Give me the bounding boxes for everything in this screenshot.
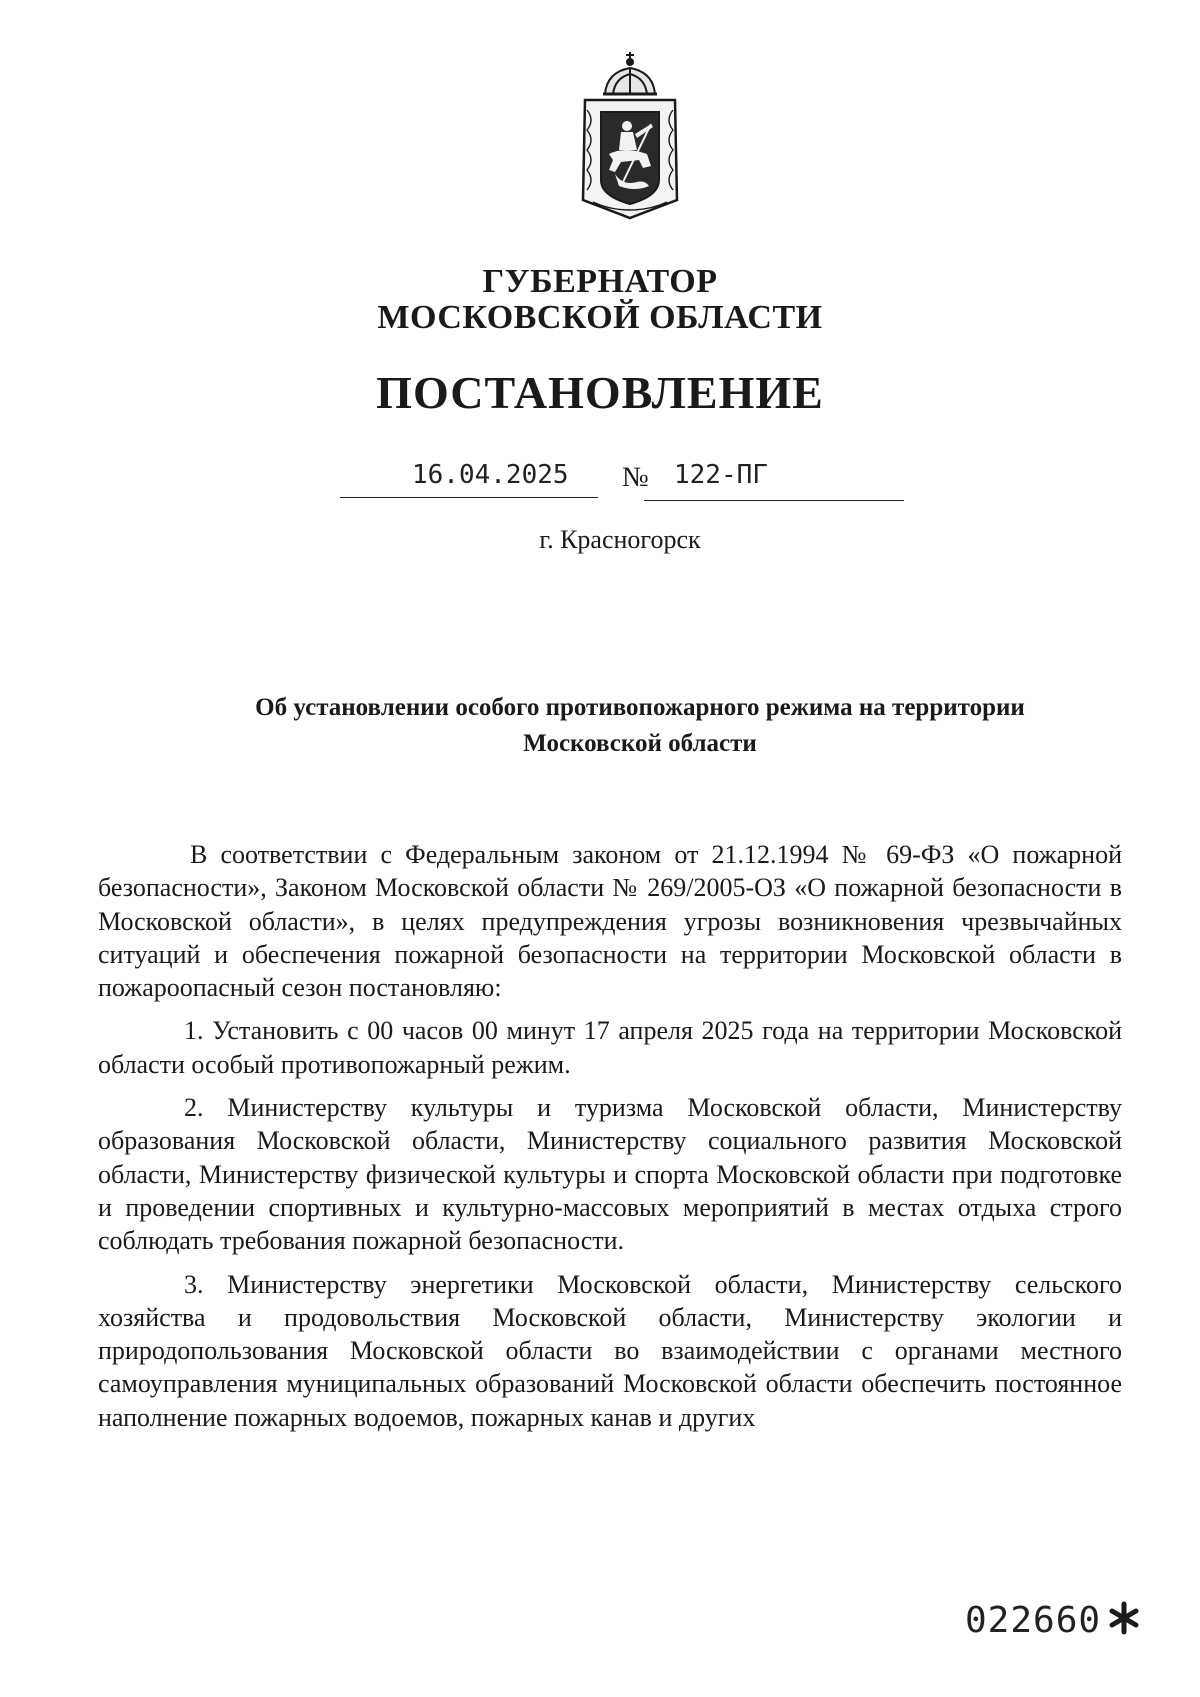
item-3-paragraph: 3. Министерству энергетики Московской области, Министерству сельского хозяйства и продовольствия Московской области, Министерству экологии и природопользования Московской области во взаимодействии с органами местного самоуправления муниципальных образований Московской области обеспечить постоянное наполнение пожарных водоемов, пожарных канав и других: [98, 1269, 1122, 1432]
document-title-line2: Московской области: [523, 730, 757, 757]
form-number: 022660: [965, 1600, 1102, 1641]
coat-of-arms-icon: [565, 50, 695, 226]
date-underline: [340, 497, 598, 498]
number-underline: [644, 500, 904, 501]
document-type: ПОСТАНОВЛЕНИЕ: [376, 367, 824, 418]
document-number: 122-ПГ: [674, 460, 768, 490]
document-place: г. Красногорск: [539, 525, 701, 554]
asterisk-icon: [1104, 1598, 1144, 1638]
item-1-paragraph: 1. Установить с 00 часов 00 минут 17 апреля 2025 года на территории Московской области особый противопожарный режим.: [98, 1016, 1122, 1079]
authority-title-line2: МОСКОВСКОЙ ОБЛАСТИ: [377, 299, 823, 336]
authority-title-line1: ГУБЕРНАТОР: [482, 263, 718, 300]
document-title-line1: Об установлении особого противопожарного режима на территории: [255, 694, 1025, 721]
item-2-paragraph: 2. Министерству культуры и туризма Московской области, Министерству образования Московской области, Министерству социального развития Московской области, Министерству физической культуры и спорта Московской области при подготовке и проведении спортивных и культурно-массовых мероприятий в местах отдыха строго соблюдать требования пожарной безопасности.: [98, 1093, 1122, 1256]
preamble-paragraph: В соответствии с Федеральным законом от 21.12.1994 № 69-ФЗ «О пожарной безопасности», Законом Московской области № 269/2005-ОЗ «О пожарной безопасности в Московской области», в целях предупреждения угрозы возникновения чрезвычайных ситуаций и обеспечения пожарной безопасности на территории Московской области в пожароопасный сезон постановляю:: [98, 840, 1122, 1003]
document-body: [98, 838, 1122, 1434]
document-date: 16.04.2025: [412, 460, 569, 490]
number-sign: №: [622, 462, 649, 493]
document-title: [100, 690, 1180, 762]
